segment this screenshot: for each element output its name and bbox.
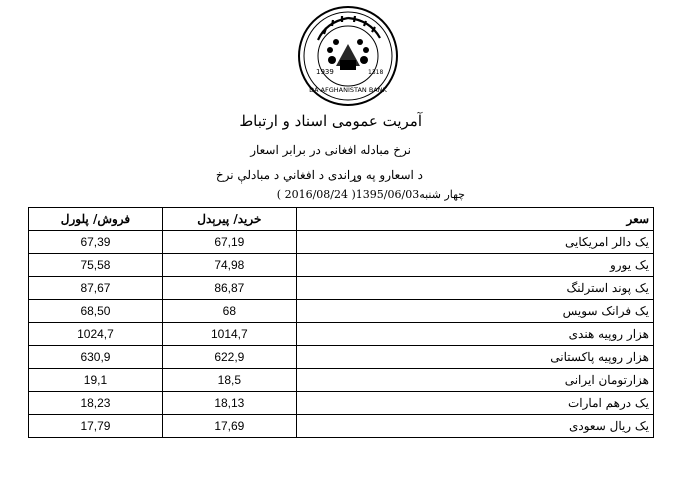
table-row	[29, 231, 654, 254]
buy-rate: 622,9	[162, 346, 296, 369]
subtitle-dari: نرخ مبادله افغانی در برابر اسعار	[250, 143, 411, 157]
logo-year-hijri: 1318	[368, 69, 384, 76]
table-row	[29, 254, 654, 277]
currency-name: هزارتومان ایرانی	[296, 369, 653, 392]
sell-rate: 630,9	[29, 346, 163, 369]
bank-seal-logo	[296, 4, 400, 108]
currency-name: هزار روپیه هندی	[296, 323, 653, 346]
table-row	[29, 415, 654, 438]
sell-rate: 67,39	[29, 231, 163, 254]
sell-rate: 18,23	[29, 392, 163, 415]
header-buy: خرید/ پیرېدل	[162, 208, 296, 231]
logo-bank-name: DA AFGHANISTAN BANK	[309, 86, 387, 94]
buy-rate: 18,13	[162, 392, 296, 415]
table-header-row	[29, 208, 654, 231]
sell-rate: 19,1	[29, 369, 163, 392]
table-row	[29, 346, 654, 369]
sell-rate: 68,50	[29, 300, 163, 323]
header-currency: سعر	[296, 208, 653, 231]
table-row	[29, 277, 654, 300]
currency-name: یک فرانک سویس	[296, 300, 653, 323]
subtitle-pashto: د اسعارو په وړاندی د افغاني د مبادلې نرخ	[215, 168, 423, 182]
sell-rate: 87,67	[29, 277, 163, 300]
sell-rate: 1024,7	[29, 323, 163, 346]
buy-rate: 18,5	[162, 369, 296, 392]
buy-rate: 68	[162, 300, 296, 323]
department-title: آمریت عمومی اسناد و ارتباط	[239, 112, 422, 130]
buy-rate: 86,87	[162, 277, 296, 300]
header-sell: فروش/ پلورل	[29, 208, 163, 231]
currency-name: یک یورو	[296, 254, 653, 277]
currency-name: یک درهم امارات	[296, 392, 653, 415]
exchange-rate-table	[28, 207, 654, 438]
buy-rate: 74,98	[162, 254, 296, 277]
table-row	[29, 369, 654, 392]
sell-rate: 75,58	[29, 254, 163, 277]
logo-year: 1939	[316, 68, 334, 76]
table-row	[29, 300, 654, 323]
currency-name: یک ریال سعودی	[296, 415, 653, 438]
report-date: چهار شنبه1395/06/03( 2016/08/24 )	[276, 188, 465, 201]
currency-name: هزار روپیه پاکستانی	[296, 346, 653, 369]
currency-name: یک دالر امریکایی	[296, 231, 653, 254]
buy-rate: 67,19	[162, 231, 296, 254]
table-row	[29, 323, 654, 346]
buy-rate: 17,69	[162, 415, 296, 438]
table-row	[29, 392, 654, 415]
currency-name: یک پوند استرلنگ	[296, 277, 653, 300]
buy-rate: 1014,7	[162, 323, 296, 346]
sell-rate: 17,79	[29, 415, 163, 438]
